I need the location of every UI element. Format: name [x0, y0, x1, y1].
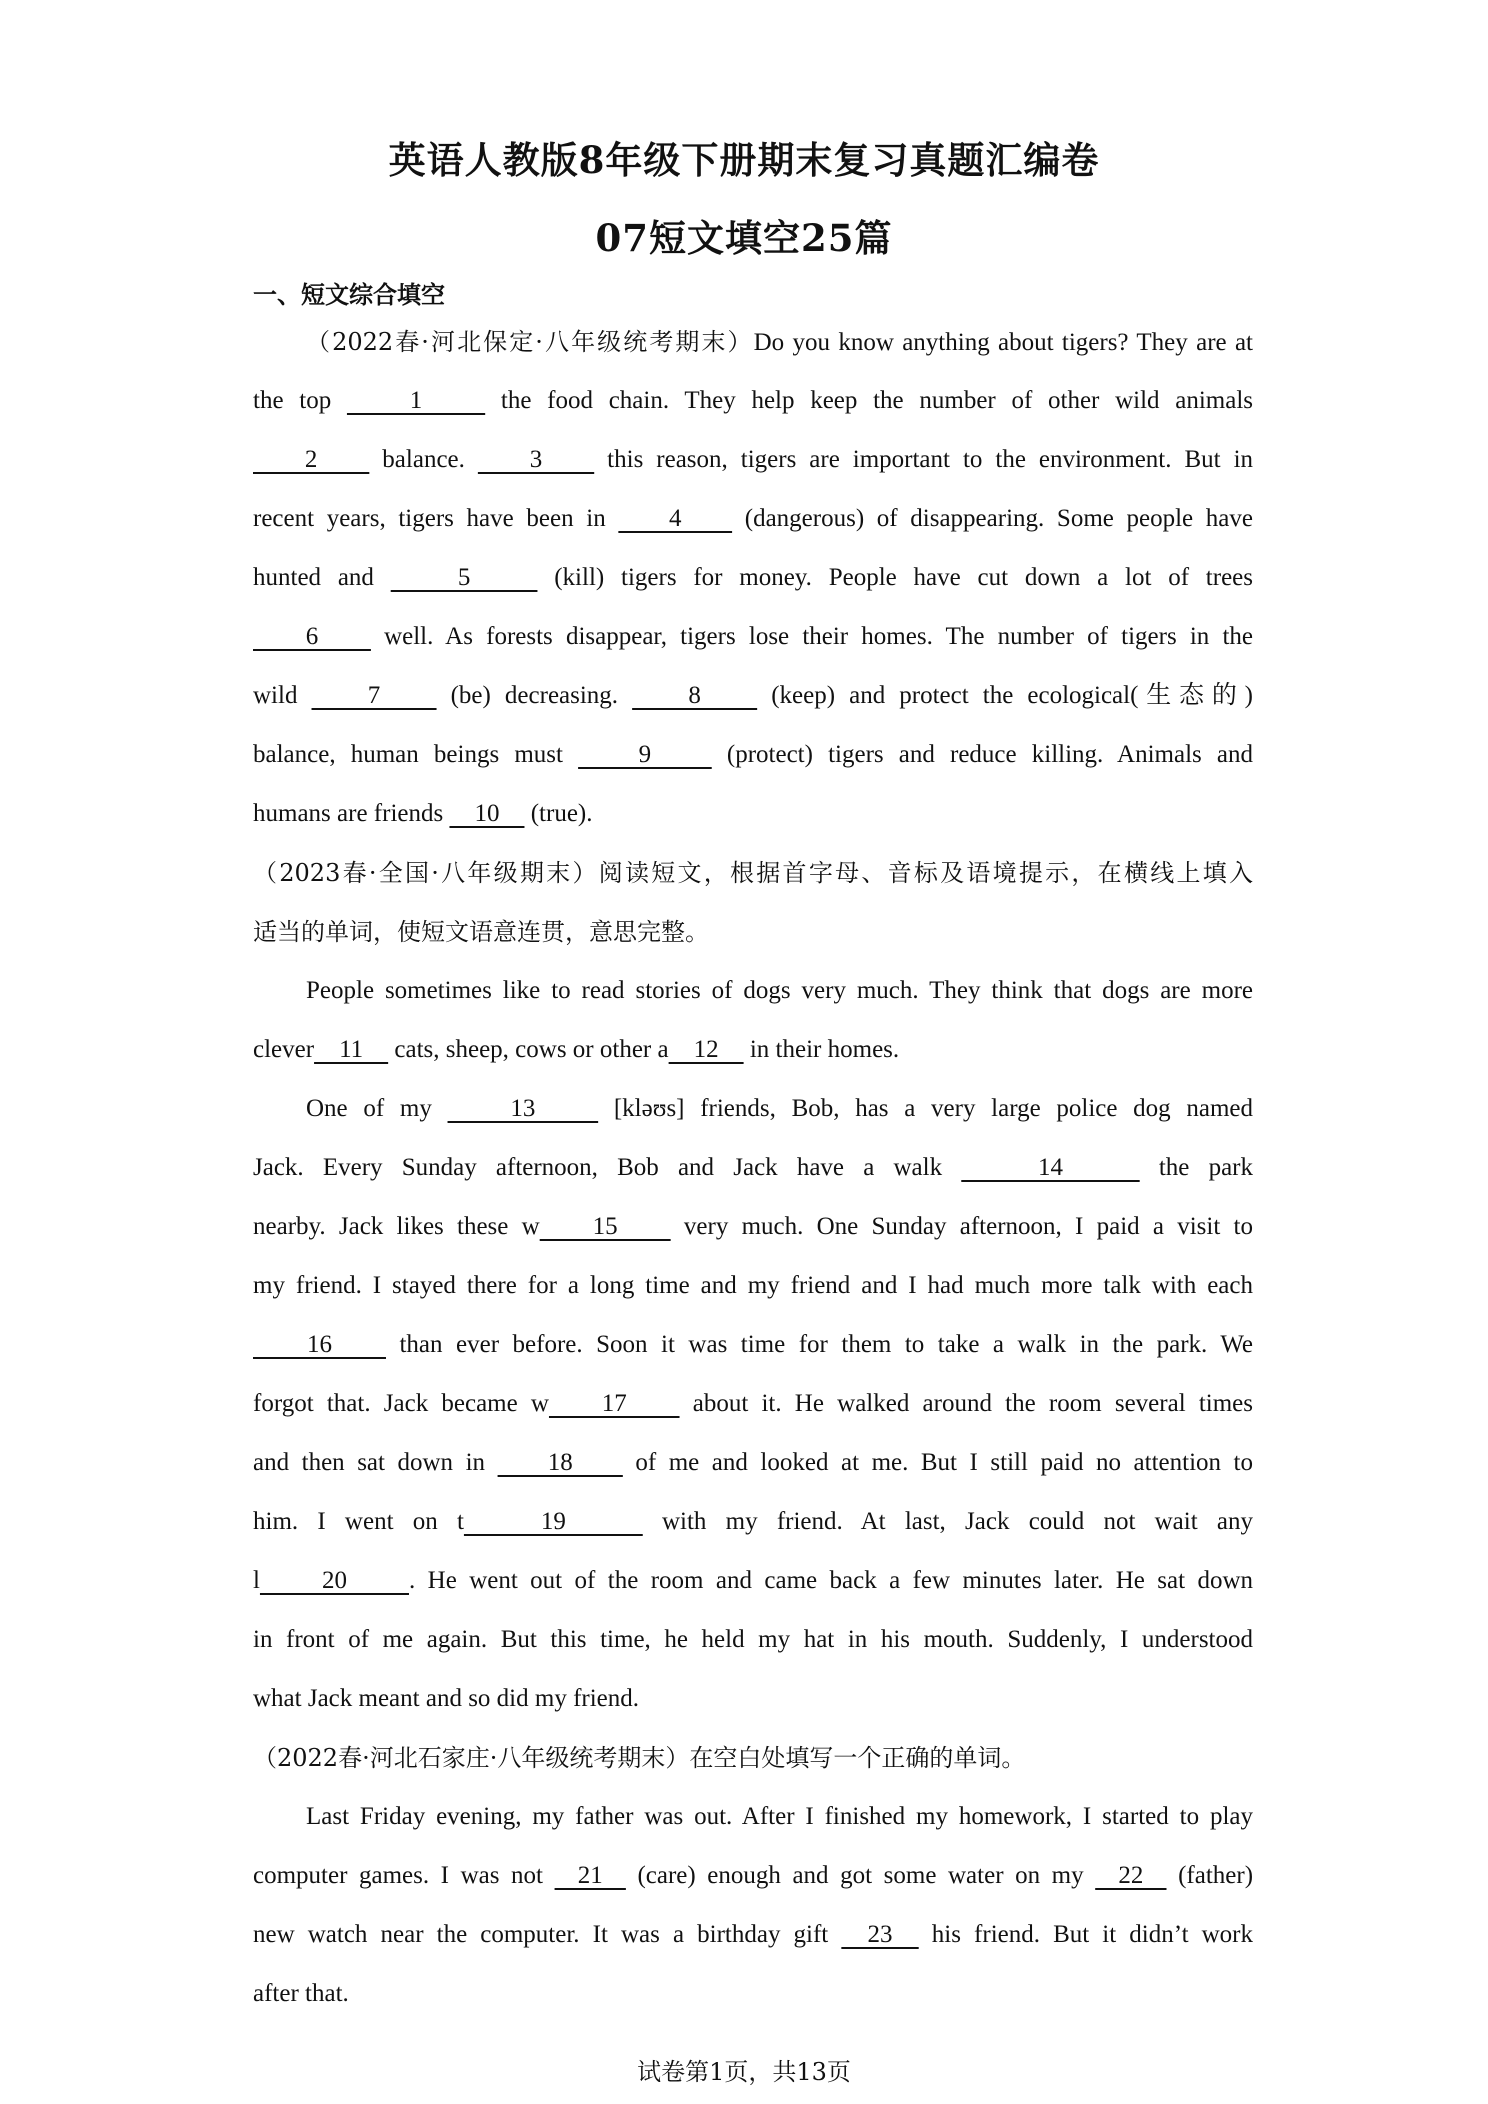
- answer-blank-22[interactable]: 22: [1095, 1862, 1167, 1889]
- text-segment: (kill) tigers for money. People have cut down a lot of trees: [537, 564, 1254, 591]
- answer-blank-20[interactable]: 20: [259, 1567, 409, 1594]
- passage3-line-2: [253, 1856, 1253, 1896]
- text-segment: the top: [253, 387, 347, 414]
- answer-blank-14[interactable]: 14: [961, 1154, 1140, 1181]
- text-segment: his friend. But it didn’t work: [918, 1921, 1254, 1948]
- document-title: 英语人教版8年级下册期末复习真题汇编卷: [388, 138, 1100, 182]
- text-segment: forgot that. Jack became w: [253, 1390, 549, 1417]
- passage2-line-1: [253, 971, 1253, 1011]
- text-segment: the food chain. They help keep the number of other wild animals: [485, 387, 1254, 414]
- answer-blank-5[interactable]: 5: [390, 564, 538, 591]
- passage1-source: （2022春·河北保定·八年级统考期末）: [306, 328, 754, 356]
- text-segment: very much. One Sunday afternoon, I paid a visit to: [670, 1213, 1253, 1240]
- answer-blank-4[interactable]: 4: [618, 505, 733, 532]
- passage3-line-1: [253, 1797, 1253, 1837]
- answer-blank-3[interactable]: 3: [477, 446, 595, 473]
- answer-blank-2[interactable]: 2: [253, 446, 370, 473]
- passage2-line-8: [253, 1384, 1253, 1424]
- text-segment: (protect) tigers and reduce killing. Animals and: [711, 741, 1254, 768]
- answer-blank-12[interactable]: 12: [668, 1036, 744, 1063]
- passage2-source-cont: 适当的单词，使短文语意连贯，意思完整。: [253, 918, 709, 946]
- answer-blank-11[interactable]: 11: [314, 1036, 389, 1063]
- passage1-line-9: [253, 794, 1253, 834]
- text-segment: People sometimes like to read stories of dogs very much. They think that dogs are more: [306, 977, 1253, 1004]
- passage2-line-6: [253, 1266, 1253, 1306]
- passage2-source: （2023春·全国·八年级期末）阅读短文，根据首字母、音标及语境提示，在横线上填入: [253, 859, 1253, 887]
- text-segment: computer games. I was not: [253, 1862, 555, 1889]
- text-segment: this reason, tigers are important to the environment. But in: [594, 446, 1254, 473]
- text-segment: about it. He walked around the room several times: [679, 1390, 1253, 1417]
- passage2-line-11: [253, 1561, 1253, 1601]
- text-segment: of me and looked at me. But I still paid no attention to: [622, 1449, 1253, 1476]
- text-segment: than ever before. Soon it was time for them to take a walk in the park. We: [385, 1331, 1254, 1358]
- text-segment: (care) enough and got some water on my: [625, 1862, 1096, 1889]
- answer-blank-15[interactable]: 15: [539, 1213, 671, 1240]
- passage2-line-2: [253, 1030, 1253, 1070]
- passage1-line-7: [253, 676, 1253, 716]
- passage2-line-3: [253, 1089, 1253, 1129]
- text-segment: (father): [1166, 1862, 1254, 1889]
- answer-blank-23[interactable]: 23: [841, 1921, 919, 1948]
- document-subtitle: 07短文填空25篇: [595, 216, 893, 260]
- text-segment: [kləʊs] friends, Bob, has a very large police dog named: [598, 1095, 1253, 1122]
- text-segment: (keep) and protect the ecological(生态的): [757, 682, 1254, 709]
- text-segment: (dangerous) of disappearing. Some people have: [732, 505, 1254, 532]
- answer-blank-16[interactable]: 16: [253, 1331, 386, 1358]
- text-segment: hunted and: [253, 564, 391, 591]
- answer-blank-19[interactable]: 19: [463, 1508, 643, 1535]
- text-segment: . He went out of the room and came back a few minutes later. He sat down: [408, 1567, 1254, 1594]
- text-segment: in their homes.: [743, 1036, 900, 1063]
- passage1-line-2: [253, 381, 1253, 421]
- passage2-line-10: [253, 1502, 1253, 1542]
- text-segment: recent years, tigers have been in: [253, 505, 619, 532]
- text-segment: Last Friday evening, my father was out. After I finished my homework, I started to play: [306, 1803, 1253, 1830]
- answer-blank-21[interactable]: 21: [554, 1862, 626, 1889]
- passage1-line-5: [253, 558, 1253, 598]
- text-segment: my friend. I stayed there for a long time and my friend and I had much more talk with each: [253, 1272, 1253, 1299]
- text-segment: nearby. Jack likes these w: [253, 1213, 540, 1240]
- answer-blank-10[interactable]: 10: [449, 800, 525, 827]
- text-segment: l: [253, 1567, 260, 1594]
- text-segment: clever: [253, 1036, 315, 1063]
- text-segment: in front of me again. But this time, he held my hat in his mouth. Suddenly, I understood: [253, 1626, 1253, 1653]
- text-segment: after that.: [253, 1980, 349, 2007]
- answer-blank-9[interactable]: 9: [578, 741, 712, 768]
- text-segment: the park: [1139, 1154, 1254, 1181]
- passage2-line-7: [253, 1325, 1253, 1365]
- answer-blank-7[interactable]: 7: [311, 682, 437, 709]
- passage2-line-4: [253, 1148, 1253, 1188]
- passage3-line-3: [253, 1915, 1253, 1955]
- passage1-line-3: [253, 440, 1253, 480]
- answer-blank-18[interactable]: 18: [497, 1449, 623, 1476]
- text-segment: him. I went on t: [253, 1508, 464, 1535]
- passage1-line-1: [253, 322, 1253, 362]
- answer-blank-1[interactable]: 1: [346, 387, 486, 414]
- passage1-line-4: [253, 499, 1253, 539]
- answer-blank-13[interactable]: 13: [447, 1095, 599, 1122]
- passage2-line-5: [253, 1207, 1253, 1247]
- text-segment: wild: [253, 682, 312, 709]
- text-segment: balance.: [369, 446, 478, 473]
- text-segment: with my friend. At last, Jack could not wait any: [642, 1508, 1253, 1535]
- passage2-line-9: [253, 1443, 1253, 1483]
- answer-blank-6[interactable]: 6: [253, 623, 371, 650]
- text-segment: Do you know anything about tigers? They are at: [753, 329, 1253, 356]
- text-segment: and then sat down in: [253, 1449, 498, 1476]
- text-segment: (true).: [524, 800, 593, 827]
- text-segment: One of my: [306, 1095, 448, 1122]
- passage1-line-6: [253, 617, 1253, 657]
- answer-blank-17[interactable]: 17: [548, 1390, 680, 1417]
- passage2-line-12: [253, 1620, 1253, 1660]
- passage3-line-4: [253, 1974, 1253, 2014]
- text-segment: Jack. Every Sunday afternoon, Bob and Jack have a walk: [253, 1154, 962, 1181]
- text-segment: well. As forests disappear, tigers lose their homes. The number of tigers in the: [370, 623, 1254, 650]
- answer-blank-8[interactable]: 8: [632, 682, 758, 709]
- passage2-line-13: [253, 1679, 1253, 1719]
- passage3-source: （2022春·河北石家庄·八年级统考期末）在空白处填写一个正确的单词。: [253, 1744, 1026, 1772]
- passage1-line-8: [253, 735, 1253, 775]
- text-segment: cats, sheep, cows or other a: [388, 1036, 669, 1063]
- text-segment: (be) decreasing.: [436, 682, 633, 709]
- page-footer: 试卷第1页，共13页: [637, 2058, 851, 2086]
- text-segment: what Jack meant and so did my friend.: [253, 1685, 640, 1712]
- text-segment: balance, human beings must: [253, 741, 579, 768]
- section-heading: 一、短文综合填空: [253, 281, 445, 309]
- text-segment: new watch near the computer. It was a birthday gift: [253, 1921, 842, 1948]
- text-segment: humans are friends: [253, 800, 450, 827]
